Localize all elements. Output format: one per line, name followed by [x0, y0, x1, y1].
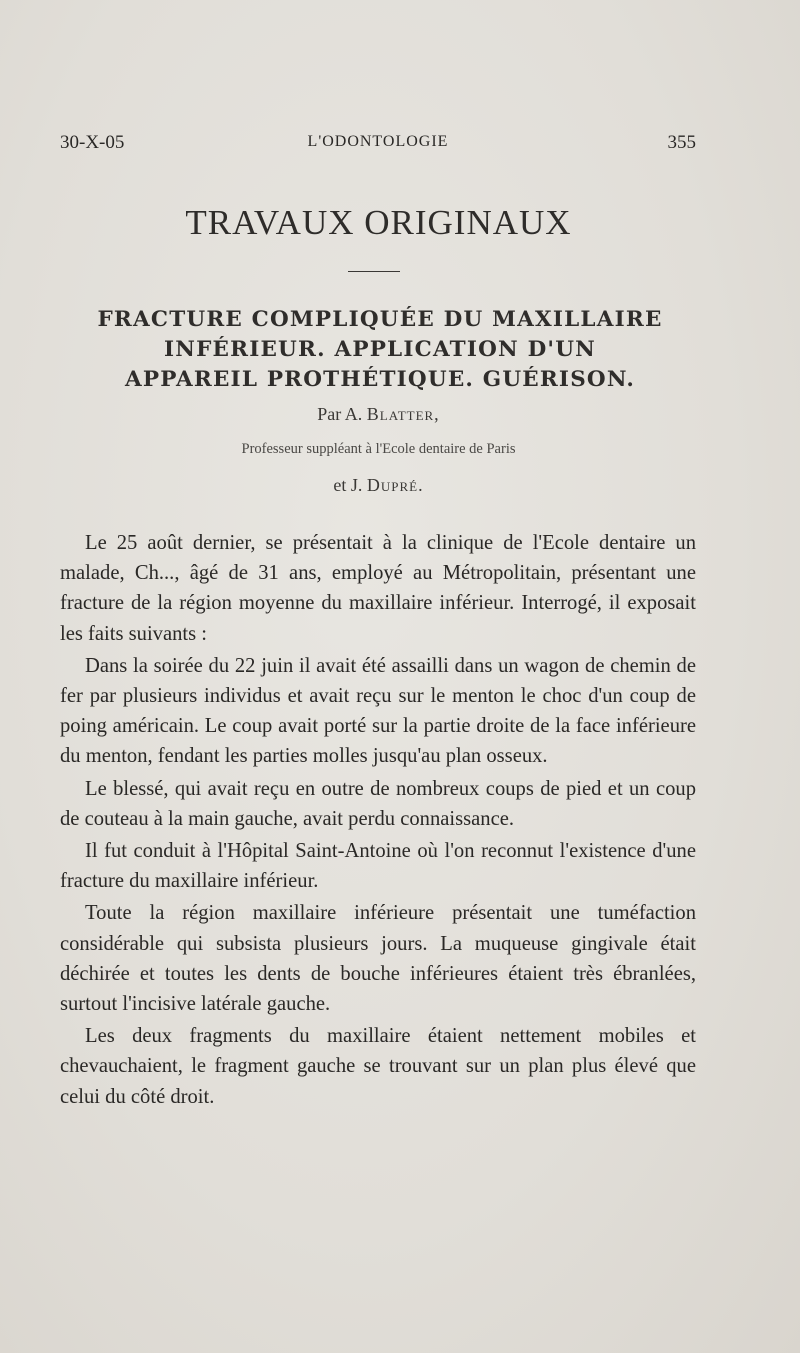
author-name: Blatter, [366, 404, 440, 424]
article-title [40, 305, 720, 395]
article-body [60, 528, 696, 1114]
paragraph: Toute la région maxillaire inférieure présentait une tuméfaction considérable qui subsista plusieurs jours. La muqueuse gingivale était déchirée et toutes les dents de bouche inférieures étaient très ébranlées, surtout l'incisive latérale gauche. [60, 902, 696, 1016]
issue-date: 30-X-05 [60, 132, 125, 153]
running-head [60, 132, 696, 156]
article-title-line: FRACTURE COMPLIQUÉE DU MAXILLAIRE [97, 307, 663, 332]
byline-prefix: Par A. [317, 404, 363, 424]
paragraph: Il fut conduit à l'Hôpital Saint-Antoine où l'on reconnut l'existence d'une fracture du maxillaire inférieur. [60, 840, 696, 893]
title-rule [348, 271, 400, 272]
author-affiliation: Professeur suppléant à l'Ecole dentaire de Paris [241, 441, 516, 457]
article-title-line: APPAREIL PROTHÉTIQUE. GUÉRISON. [124, 367, 636, 392]
author-name: Dupré. [366, 475, 424, 495]
section-title: TRAVAUX ORIGINAUX [185, 203, 572, 242]
byline-author-2 [0, 475, 757, 496]
paragraph: Les deux fragments du maxillaire étaient nettement mobiles et chevauchaient, le fragment gauche se trouvant sur un plan plus élevé que celui du côté droit. [60, 1025, 696, 1108]
paragraph: Dans la soirée du 22 juin il avait été assailli dans un wagon de chemin de fer par plusieurs individus et avait reçu sur le menton le choc d'un coup de poing américain. Le coup avait porté sur la partie droite de la face inférieure du menton, fendant les parties molles jusqu'au plan osseux. [60, 654, 696, 768]
byline-prefix: et J. [333, 475, 363, 495]
paragraph: Le 25 août dernier, se présentait à la clinique de l'Ecole dentaire un malade, Ch..., âgé de 31 ans, employé au Métropolitain, présentant une fracture de la région moyenne du maxillaire inférieur. Interrogé, il exposait les faits suivants : [60, 532, 696, 645]
paragraph: Le blessé, qui avait reçu en outre de nombreux coups de pied et un coup de couteau à la main gauche, avait perdu connaissance. [60, 777, 696, 830]
article-title-line: INFÉRIEUR. APPLICATION D'UN [163, 337, 597, 362]
byline-author-1 [0, 404, 757, 425]
journal-name: L'ODONTOLOGIE [307, 133, 449, 150]
page-number: 355 [667, 132, 696, 153]
